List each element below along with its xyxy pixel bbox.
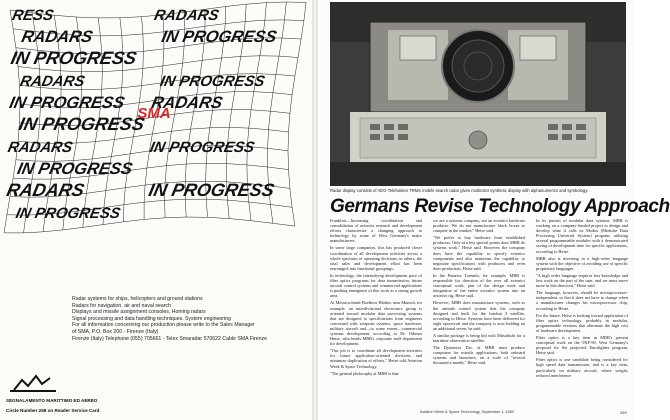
advertisement-page <box>0 0 312 420</box>
paragraph: The Dynamics Div. of MBB must produce computers for missile applications, both onboard systems and launchers, on a scale of "several thousand a month," Heise said. <box>433 345 525 366</box>
paragraph: A similar package is being bid with Mitsubishi for a maritime observation satellite. <box>433 332 525 344</box>
ad-grid-word: IN PROGRESS <box>15 159 135 178</box>
ad-grid-word: IN PROGRESS <box>146 180 277 200</box>
paragraph: Frankfurt—Increasing coordination and consolidation of avionics research and development efforts characterize a changing approach to technology by some of West Germany's major manufacturers. <box>330 218 422 244</box>
ad-artwork <box>4 4 304 234</box>
article-column-2 <box>433 218 525 404</box>
paragraph: However, MBB does manufacture systems, such as the attitude control system that the company designed and built for the Intelsat 5 satellite, according to Heise. Systems have been delivered for eight spacecraft and the company is now bidding on an additional seven, he said. <box>433 300 525 331</box>
ad-grid-word: IN PROGRESS <box>9 48 139 68</box>
grid-line <box>288 2 306 226</box>
ad-grid-word: RADARS <box>149 93 225 112</box>
paragraph: In its pursuit of modular data systems, MBB is working on a company-funded project to design and develop what it calls its Modus (Modular Data Processing Universal System) program, utilizing several programmable modules with a demonstrated saving of development time for specific applications, according to Heise. <box>536 218 628 254</box>
ad-copy-line: of SMA, P.O. Box 200 - Firenze (Italy) <box>72 328 159 335</box>
paragraph: The language, however, should be microprocessor-independent, so that it does not have to change when a manufacturer changes his microprocessor chip, according to Heise. <box>536 290 628 311</box>
ad-brand-red: SMA <box>137 105 171 122</box>
photo-caption: Radar display consists of AEG-Telefunken TRMS mobile search radar gives multicolor synthetic display with alphanumerics and symbology. <box>330 188 589 193</box>
ad-grid-word: IN PROGRESS <box>7 93 127 112</box>
paragraph: In the Panavia Tornado, for example, MBB is responsible for direction of the over all avionics conceptual work, part of the design work and integration of the entire avionics system into an avionics rig, Heise said. <box>433 272 525 299</box>
ad-logo-text: SEGNALAMENTO MARITTIMO ED AEREO <box>6 398 98 403</box>
ad-grid-word: RADARS <box>6 139 74 156</box>
ad-copy-line: Displays and missile assignment consoles. Homing radars <box>72 309 206 316</box>
ad-grid-word: IN PROGRESS <box>148 139 256 156</box>
paragraph: In some large companies, this has produced closer coordination of all development activities across a whole spectrum of operating divisions; in others, the total sales and development effort has been rearranged into functional groupings. <box>330 245 422 271</box>
article-column-1 <box>330 218 422 404</box>
ad-grid-word: RESS <box>10 7 56 24</box>
ad-warped-grid-graphic <box>4 4 304 234</box>
sma-logo-icon <box>6 372 62 398</box>
ad-copy-line: Radar systems for ships, helicopters and ground stations <box>72 296 203 302</box>
ad-grid-word: RADARS <box>19 27 95 46</box>
publication-footer: Aviation Week & Space Technology, September 1, 1980 <box>420 410 514 414</box>
paragraph: At Messerschmitt-Boelkow-Blohm, near Munich, for example, an interdivisional electronics group is oriented toward modular data processing systems that are designed to specifications from engineers concerned with weapons systems, space hardware, military aircraft and—to some extent—commercial systems development, according to Dr. Othmar Heise, who heads MBB's corporate staff department for development. <box>330 300 422 347</box>
reader-service-line: Circle Number 268 on Reader Service Card <box>6 408 100 413</box>
paragraph: "The general philosophy at MBB is that <box>330 370 399 376</box>
paragraph: MBB also is investing in a high-order language system with the objective of avoiding use of specific proprietary languages. <box>536 255 628 271</box>
ad-copy-line: Radars for navigation, air and naval search <box>72 302 171 309</box>
ad-grid-word: RADARS <box>4 180 87 200</box>
paragraph: "Our job is to coordinate all development activities for future application-oriented divisions and minimize duplication of efforts," Heise told Aviation Week & Space Technology. <box>330 348 422 369</box>
ad-grid-word: IN PROGRESS <box>14 205 122 222</box>
ad-copy-block <box>72 296 306 342</box>
ad-grid-word: RADARS <box>152 7 221 24</box>
paragraph: we are a systems company, not an avionics hardware producer. We do not manufacture black boxes to compete in the market," Heise said. <box>433 218 525 234</box>
ad-grid-word: RADARS <box>18 73 87 90</box>
ad-grid-word: IN PROGRESS <box>17 114 147 134</box>
paragraph: Fiber optics is one candidate being considered for high speed data transmission, and is a key item, particularly on military aircraft, where weight, reduced interference <box>536 357 628 378</box>
paragraph: In technology, the intensifying development pace of fiber optics programs for data transmission, future aircraft control systems and commercial applications is pushing emergence of this work as a strong growth area. <box>330 272 422 299</box>
radar-console-photo <box>330 2 626 186</box>
ad-copy-line: Firenze (Italy) Telephone (055) 705661 - Telex Smaradar 570622 Cable SMA Firenze <box>72 335 268 342</box>
paragraph: For the future, Heise is looking toward application of fiber optics technology, probably in modular, programmable versions that eliminate the high cost of hardware development. <box>536 312 628 333</box>
paragraph: "A high order language requires less knowledge and less work on the part of the user, and we must move more in this direction," Heise said. <box>536 272 628 289</box>
paragraph: Fiber optics is a key item in MBB's present conceptual work on the TKF-90, West Germany's proposal for the projected Eurofighter program, Heise said. <box>536 334 628 356</box>
ad-copy-line: For all information concerning our production please write to the Sales Manager <box>72 322 255 329</box>
article-column-3 <box>536 218 628 404</box>
paragraph: "We prefer to buy hardware from established producers. Only at a few special points does MBB do systems work," Heise said. However, the company does have the capability to specify avionics components and also maintains the capability to negotiate specifications with producers and even their production, Heise said. <box>433 235 525 271</box>
article-headline: Germans Revise Technology Approach <box>330 196 670 217</box>
ad-grid-word: IN PROGRESS <box>159 27 279 46</box>
ad-grid-word: IN PROGRESS <box>158 73 267 90</box>
radar-console-illustration <box>330 2 626 186</box>
page-number: 269 <box>620 410 627 415</box>
ad-copy-line: Signal processing and data handling techniques. System engineering <box>72 315 231 322</box>
